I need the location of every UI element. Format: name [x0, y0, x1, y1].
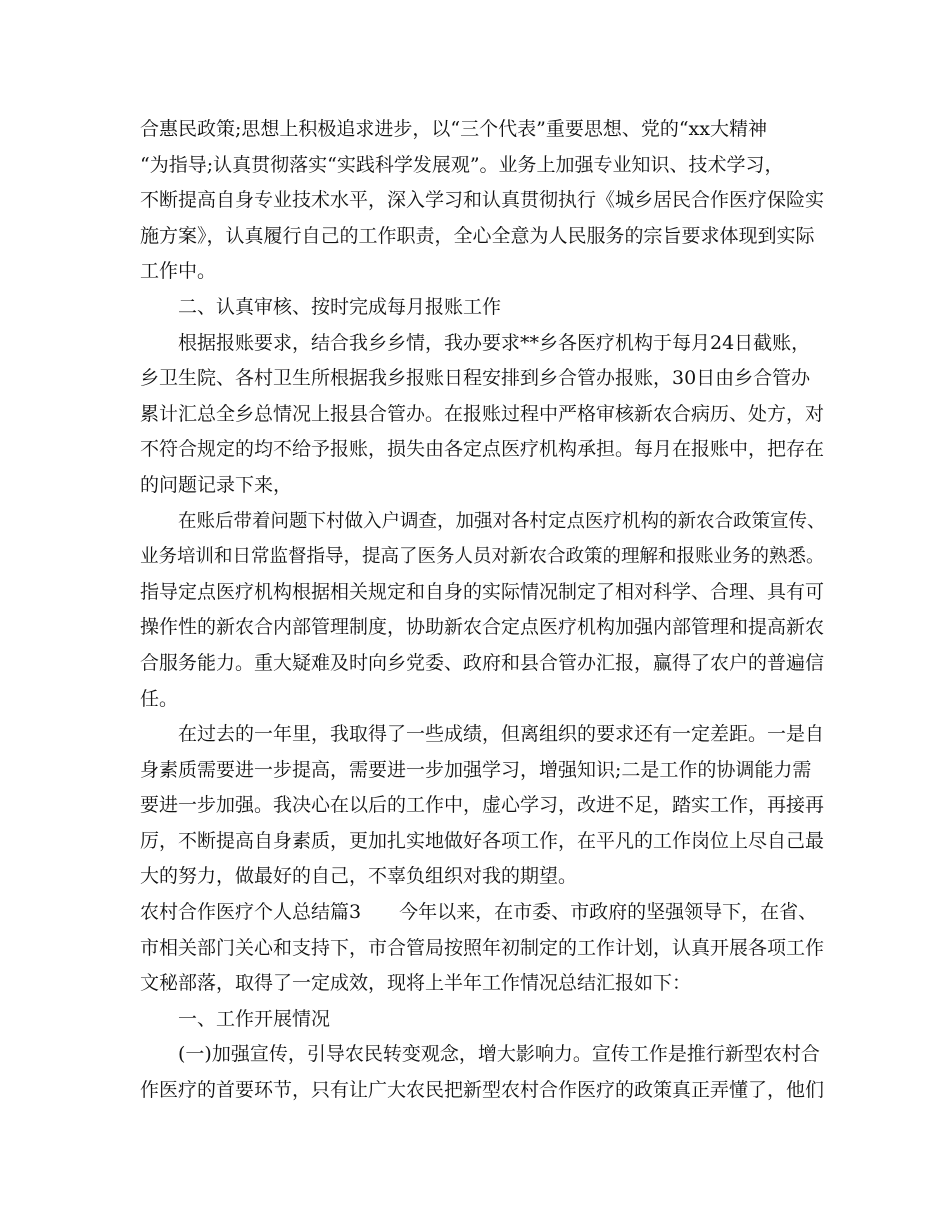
text-line: 合服务能力。重大疑难及时向乡党委、政府和县合管办汇报，赢得了农户的普遍信	[140, 651, 825, 674]
text-line: 身素质需要进一步提高，需要进一步加强学习，增强知识;二是工作的协调能力需	[140, 758, 812, 781]
text-line: (一)加强宣传，引导农民转变观念，增大影响力。宣传工作是推行新型农村合	[178, 1043, 820, 1066]
text-line: 在账后带着问题下村做入户调查，加强对各村定点医疗机构的新农合政策宣传、	[178, 510, 826, 532]
section-heading: 二、认真审核、按时完成每月报账工作	[178, 295, 502, 318]
text-line: 任。	[140, 687, 179, 710]
text-line: “为指导;认真贯彻落实“实践科学发展观”。业务上加强专业知识、技术学习，	[140, 153, 784, 176]
text-line: 乡卫生院、各村卫生所根据我乡报账日程安排到乡合管办报账，30日由乡合管办	[140, 367, 811, 390]
text-line: 根据报账要求，结合我乡乡情，我办要求**乡各医疗机构于每月24日截账，	[178, 331, 811, 354]
text-line: 文秘部落，取得了一定成效，现将上半年工作情况总结汇报如下：	[140, 972, 692, 995]
text-line: 作医疗的首要环节，只有让广大农民把新型农村合作医疗的政策真正弄懂了，他们	[140, 1079, 825, 1102]
text-line: 累计汇总全乡总情况上报县合管办。在报账过程中严格审核新农合病历、处方，对	[140, 402, 825, 425]
text-line: 业务培训和日常监督指导，提高了医务人员对新农合政策的理解和报账业务的熟悉。	[140, 546, 825, 568]
text-line: 操作性的新农合内部管理制度，协助新农合定点医疗机构加强内部管理和提高新农	[140, 616, 825, 639]
text-line: 不符合规定的均不给予报账，损失由各定点医疗机构承担。每月在报账中，把存在	[140, 438, 825, 461]
text-line: 指导定点医疗机构根据相关规定和自身的实际情况制定了相对科学、合理、具有可	[140, 580, 825, 603]
article-title-line: 农村合作医疗个人总结篇3 今年以来，在市委、市政府的坚强领导下，在省、	[140, 901, 818, 924]
document-body	[140, 112, 830, 1109]
text-line: 大的努力，做最好的自己，不辜负组织对我的期望。	[140, 865, 578, 888]
text-line: 要进一步加强。我决心在以后的工作中，虚心学习，改进不足，踏实工作，再接再	[140, 794, 825, 817]
text-line: 工作中。	[140, 260, 217, 283]
text-line: 市相关部门关心和支持下，市合管局按照年初制定的工作计划，认真开展各项工作	[140, 936, 825, 959]
text-line: 施方案》，认真履行自己的工作职责，全心全意为人民服务的宗旨要求体现到实际	[140, 224, 815, 247]
text-line: 的问题记录下来，	[140, 473, 293, 496]
text-line: 在过去的一年里，我取得了一些成绩，但离组织的要求还有一定差距。一是自	[178, 723, 825, 746]
text-line: 厉，不断提高自身素质，更加扎实地做好各项工作，在平凡的工作岗位上尽自己最	[140, 829, 825, 852]
text-line: 合惠民政策;思想上积极追求进步，以“三个代表”重要思想、党的“xx大精神	[140, 118, 767, 140]
section-heading: 一、工作开展情况	[178, 1007, 331, 1030]
text-line: 不断提高自身专业技术水平，深入学习和认真贯彻执行《城乡居民合作医疗保险实	[140, 189, 825, 212]
